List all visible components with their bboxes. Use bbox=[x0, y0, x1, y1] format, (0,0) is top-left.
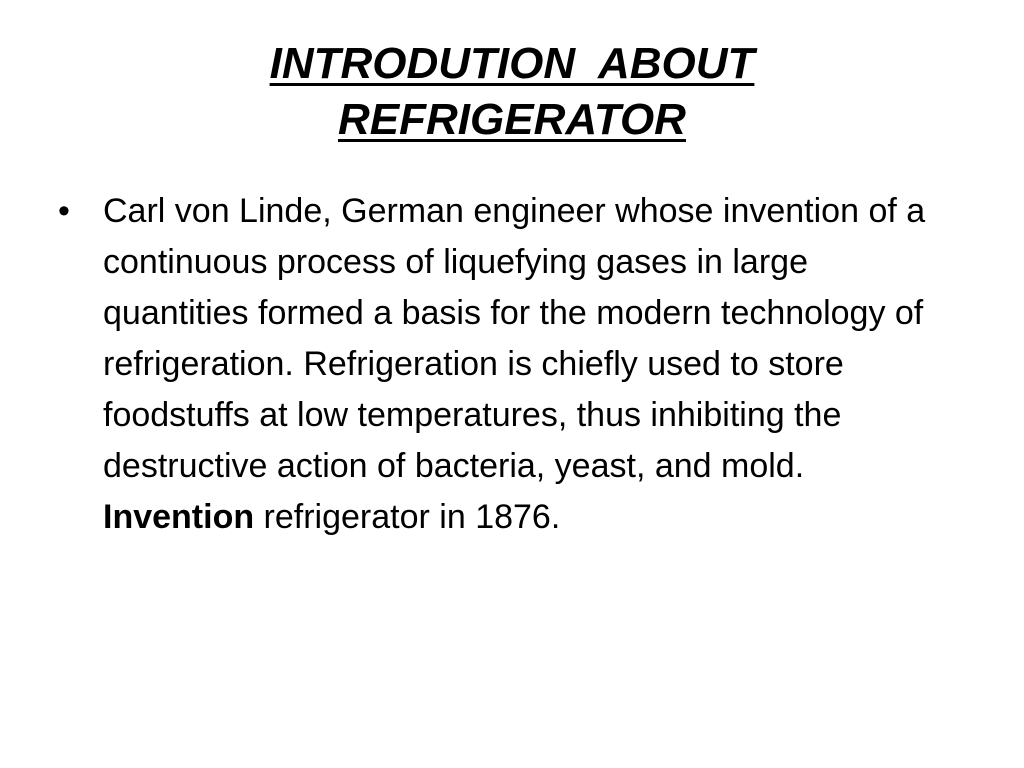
bullet-text-ending: refrigerator in 1876. bbox=[254, 498, 561, 536]
slide-title-line-1: INTRODUTION ABOUT bbox=[269, 39, 755, 88]
bullet-text-intro: Carl von Linde, German engineer whose invention of a continuous process of liquefying gases in large quantities formed a basis for the modern technology of refrigeration. Refrigeration is chiefly used to store foodstuffs at low temperatures, thus inhibiting the destructive action of bacteria, yeast, and mold. bbox=[103, 192, 926, 485]
bullet-text bbox=[103, 186, 953, 543]
bullet-text-bold: Invention bbox=[103, 498, 255, 536]
slide-title bbox=[120, 36, 904, 148]
bullet-marker: • bbox=[58, 192, 70, 230]
slide-content bbox=[56, 186, 956, 543]
slide-title-line-2: REFRIGERATOR bbox=[338, 95, 686, 144]
bullet-item bbox=[56, 186, 956, 543]
